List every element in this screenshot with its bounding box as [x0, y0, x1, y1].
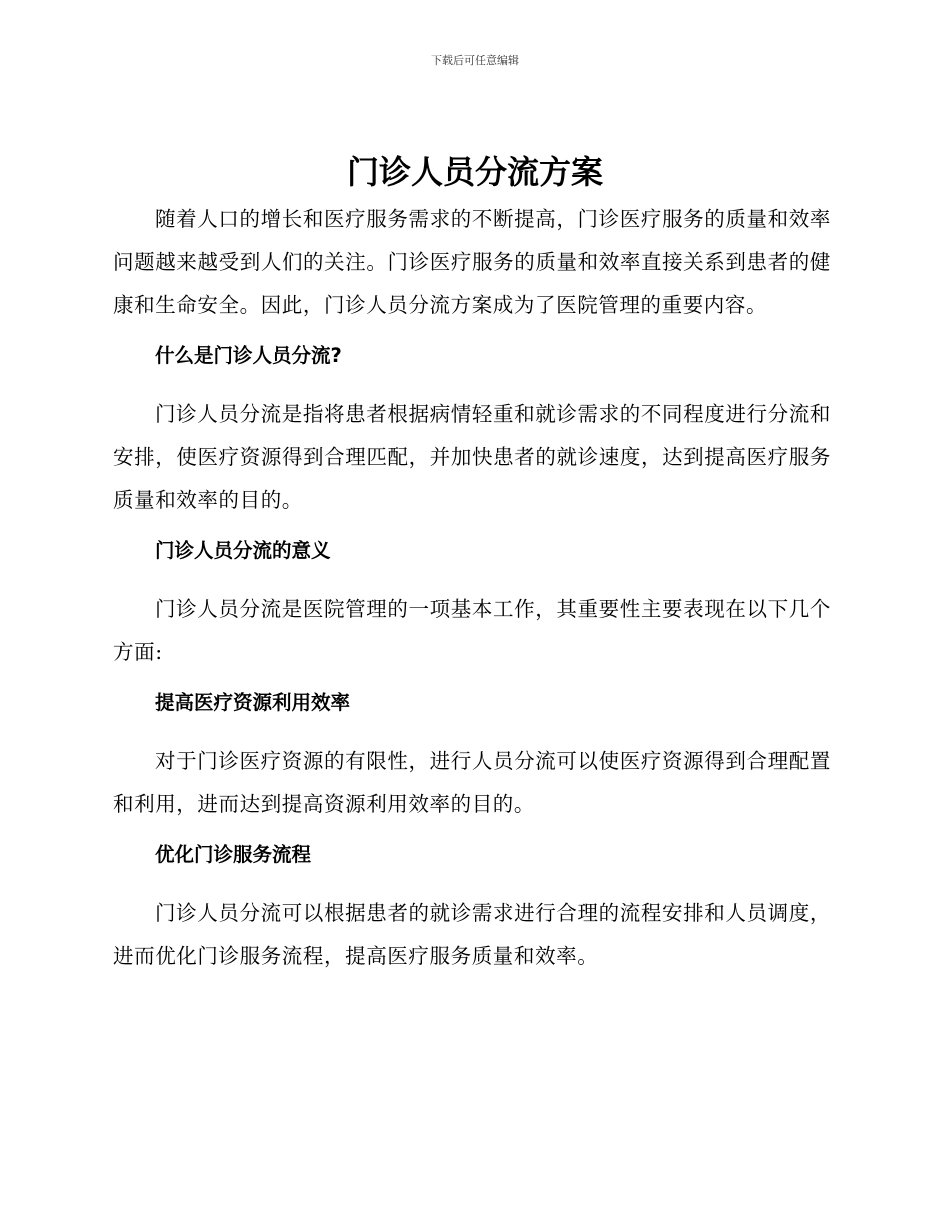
section-heading-significance: 门诊人员分流的意义	[155, 539, 331, 562]
spacer	[113, 826, 831, 840]
section-body-resource-efficiency: 对于门诊医疗资源的有限性，进行人员分流可以使医疗资源得到合理配置和利用，进而达到提高资源利用效率的目的。	[113, 749, 831, 816]
section-body-service-flow: 门诊人员分流可以根据患者的就诊需求进行合理的流程安排和人员调度，进而优化门诊服务流程，提高医疗服务质量和效率。	[113, 901, 831, 968]
section-body-significance: 门诊人员分流是医院管理的一项基本工作，其重要性主要表现在以下几个方面:	[113, 597, 831, 664]
page-header-note: 下载后可任意编辑	[431, 54, 519, 67]
section-body-definition: 门诊人员分流是指将患者根据病情轻重和就诊需求的不同程度进行分流和安排，使医疗资源得到合理匹配，并加快患者的就诊速度，达到提高医疗服务质量和效率的目的。	[113, 402, 831, 512]
spacer	[113, 371, 831, 393]
spacer	[113, 566, 831, 588]
section-heading-resource-efficiency: 提高医疗资源利用效率	[155, 691, 351, 714]
document-title: 门诊人员分流方案	[346, 153, 603, 191]
spacer	[113, 870, 831, 892]
section-heading-definition: 什么是门诊人员分流?	[155, 344, 342, 367]
spacer	[113, 327, 831, 341]
spacer	[113, 522, 831, 536]
document-body	[113, 198, 831, 978]
section-heading-service-flow: 优化门诊服务流程	[155, 843, 312, 866]
intro-paragraph: 随着人口的增长和医疗服务需求的不断提高，门诊医疗服务的质量和效率问题越来越受到人们的关注。门诊医疗服务的质量和效率直接关系到患者的健康和生命安全。因此，门诊人员分流方案成为了医院管理的重要内容。	[113, 207, 831, 317]
spacer	[113, 674, 831, 688]
spacer	[113, 718, 831, 740]
